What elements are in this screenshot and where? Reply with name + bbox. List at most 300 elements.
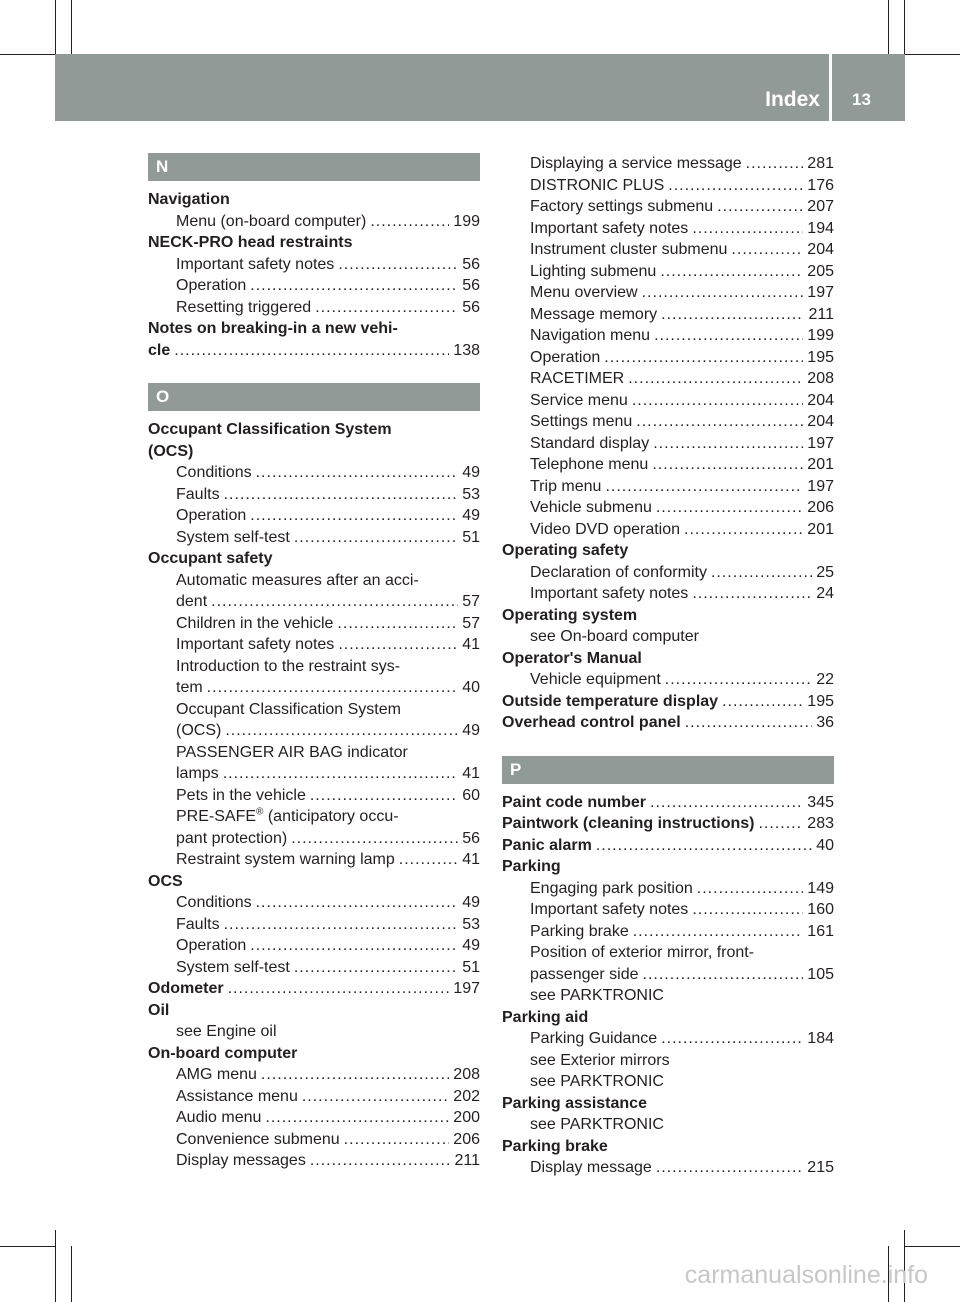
entry-label <box>530 519 680 541</box>
dot-leader <box>636 411 803 433</box>
page-reference[interactable]: 49 <box>462 937 480 954</box>
index-subentry <box>502 1071 834 1093</box>
entry-label <box>176 806 399 828</box>
page-reference[interactable]: 36 <box>816 714 834 731</box>
index-subentry <box>148 935 480 957</box>
entry-text: Display message <box>530 1159 652 1176</box>
entry-text: Instrument cluster submenu <box>530 241 728 258</box>
entry-label <box>176 914 220 936</box>
page-reference[interactable]: 197 <box>807 434 834 452</box>
entry-label <box>502 1136 608 1158</box>
index-subentry <box>502 282 834 304</box>
entry-text: Video DVD operation <box>530 520 681 538</box>
entry-label <box>176 570 419 592</box>
page-reference[interactable]: 105 <box>807 965 834 983</box>
entry-text: Parking assistance <box>502 1094 647 1112</box>
entry-label <box>530 304 657 326</box>
page-reference[interactable]: 204 <box>807 241 834 258</box>
entry-label <box>502 1007 588 1029</box>
page-reference[interactable]: 40 <box>462 679 480 696</box>
page-reference[interactable]: 197 <box>807 477 834 495</box>
entry-text: see On-board computer <box>530 628 699 645</box>
page-reference[interactable]: 49 <box>462 894 480 911</box>
entry-label <box>148 232 353 254</box>
index-subentry <box>148 1129 480 1151</box>
dot-leader <box>665 669 812 691</box>
page-reference[interactable]: 41 <box>462 851 480 868</box>
page-number: 13 <box>852 90 871 109</box>
index-entry <box>502 605 834 627</box>
dot-leader <box>661 304 804 326</box>
page-reference[interactable]: 56 <box>462 829 480 847</box>
index-subentry <box>148 957 480 979</box>
page-reference[interactable]: 56 <box>462 298 480 316</box>
index-subentry <box>148 763 480 785</box>
entry-label <box>148 1043 297 1065</box>
dot-leader <box>315 297 458 319</box>
entry-label <box>502 648 642 670</box>
page-reference[interactable]: 176 <box>807 176 834 194</box>
index-subentry <box>502 454 834 476</box>
dot-leader <box>632 390 803 412</box>
index-subentry <box>502 921 834 943</box>
dot-leader <box>291 828 458 850</box>
index-entry <box>502 1136 834 1158</box>
entry-label <box>530 1050 670 1072</box>
page-reference[interactable]: 204 <box>807 413 834 430</box>
dot-leader <box>746 153 804 175</box>
index-subentry <box>148 828 480 850</box>
entry-label <box>148 441 193 463</box>
dot-leader <box>223 763 459 785</box>
entry-label <box>502 712 681 734</box>
dot-leader <box>207 677 459 699</box>
index-entry <box>502 1007 834 1029</box>
entry-text: see Exterior mirrors <box>530 1051 670 1069</box>
page-reference[interactable]: 283 <box>807 815 834 832</box>
index-subentry <box>148 720 480 742</box>
page-reference[interactable]: 40 <box>816 836 834 854</box>
entry-label <box>176 527 290 549</box>
index-subentry <box>148 527 480 549</box>
dot-leader <box>661 1028 803 1050</box>
index-subentry <box>502 985 834 1007</box>
entry-label <box>530 454 648 476</box>
entry-label <box>176 849 395 871</box>
index-subentry <box>502 239 834 261</box>
entry-label <box>530 626 699 648</box>
entry-text: Operation <box>176 507 247 524</box>
page-reference[interactable]: 207 <box>807 198 834 215</box>
entry-text: Audio menu <box>176 1109 262 1126</box>
entry-text: Introduction to the restraint sys- <box>176 657 401 675</box>
dot-leader <box>642 282 804 304</box>
crop-mark <box>71 1246 72 1302</box>
dot-leader <box>310 1150 451 1172</box>
index-subentry <box>148 785 480 807</box>
index-entry <box>502 691 834 713</box>
entry-label <box>502 1093 647 1115</box>
entry-label <box>530 196 713 218</box>
entry-label <box>502 856 561 878</box>
index-subentry <box>148 1021 480 1043</box>
index-entry <box>148 189 480 211</box>
entry-label <box>176 935 246 957</box>
dot-leader <box>302 1086 449 1108</box>
entry-label <box>530 476 601 498</box>
entry-text: Engaging park position <box>530 879 693 897</box>
index-subentry <box>502 368 834 390</box>
index-subentry <box>502 153 834 175</box>
page-reference[interactable]: 22 <box>816 671 834 688</box>
page-reference[interactable]: 206 <box>807 499 834 516</box>
page-reference[interactable]: 24 <box>816 585 834 602</box>
dot-leader <box>310 785 458 807</box>
page-reference[interactable]: 41 <box>462 636 480 653</box>
entry-text: Important safety notes <box>176 636 335 653</box>
index-entry <box>502 540 834 562</box>
index-subentry <box>148 634 480 656</box>
entry-text: Panic alarm <box>502 836 592 854</box>
page-reference[interactable]: 53 <box>462 485 480 503</box>
entry-label <box>530 261 656 283</box>
entry-text-continued: (anticipatory occu- <box>263 808 399 825</box>
index-entry <box>148 978 480 1000</box>
entry-label <box>176 634 334 656</box>
index-column-left <box>148 153 480 1172</box>
dot-leader <box>692 899 803 921</box>
index-subentry <box>502 964 834 986</box>
entry-label <box>176 720 221 742</box>
entry-text: Occupant Classification System <box>176 700 401 718</box>
index-column-right <box>502 153 834 1179</box>
crop-mark <box>904 0 905 54</box>
entry-label <box>176 1086 298 1108</box>
page-reference[interactable]: 206 <box>453 1130 480 1148</box>
entry-text: see Engine oil <box>176 1023 277 1040</box>
entry-text: Message memory <box>530 305 658 323</box>
entry-label <box>176 211 366 233</box>
index-subentry <box>502 1114 834 1136</box>
entry-text: Display messages <box>176 1152 306 1169</box>
page-reference[interactable]: 199 <box>807 327 834 344</box>
entry-label <box>176 591 207 613</box>
crop-mark <box>905 54 960 55</box>
entry-text: Parking Guidance <box>530 1030 658 1047</box>
index-subentry <box>502 175 834 197</box>
entry-text: Navigation <box>148 191 230 208</box>
entry-label <box>176 1064 257 1086</box>
entry-text: (OCS) <box>176 722 222 739</box>
entry-label <box>176 677 203 699</box>
entry-text: Important safety notes <box>176 255 335 273</box>
entry-label <box>530 390 628 412</box>
entry-text: Position of exterior mirror, front- <box>530 944 755 961</box>
page-reference[interactable]: 195 <box>807 348 834 366</box>
entry-text: Occupant Classification System <box>148 421 392 438</box>
index-subentry <box>502 325 834 347</box>
index-entry <box>148 1000 480 1022</box>
index-subentry <box>148 914 480 936</box>
dot-leader <box>685 712 812 734</box>
entry-label <box>530 411 632 433</box>
entry-label <box>148 340 170 362</box>
entry-label <box>148 318 398 340</box>
entry-label <box>530 239 727 261</box>
page-reference[interactable]: 49 <box>462 464 480 481</box>
entry-text: Vehicle equipment <box>530 671 661 688</box>
page-reference[interactable]: 208 <box>453 1066 480 1083</box>
entry-label <box>176 613 333 635</box>
index-subentry <box>148 1150 480 1172</box>
entry-text: Standard display <box>530 434 650 452</box>
entry-text: Faults <box>176 485 220 503</box>
dot-leader <box>731 239 803 261</box>
entry-label <box>530 433 649 455</box>
entry-text: Operation <box>176 937 247 954</box>
index-subentry <box>148 254 480 276</box>
entry-text: Parking brake <box>530 922 629 940</box>
entry-label <box>530 985 664 1007</box>
dot-leader <box>261 1064 449 1086</box>
entry-label <box>530 218 688 240</box>
entry-label <box>148 871 183 893</box>
index-subentry <box>148 1064 480 1086</box>
entry-label <box>530 583 688 605</box>
page-reference[interactable]: 215 <box>807 1159 834 1176</box>
entry-label <box>502 835 592 857</box>
index-subentry <box>148 677 480 699</box>
crop-mark <box>0 54 55 55</box>
index-subentry <box>148 699 480 721</box>
entry-label <box>530 497 652 519</box>
index-entry <box>148 419 480 441</box>
page-reference[interactable]: 202 <box>453 1087 480 1105</box>
index-subentry <box>502 196 834 218</box>
entry-text: Outside temperature display <box>502 692 719 710</box>
dot-leader <box>643 964 804 986</box>
page-reference[interactable]: 211 <box>454 1152 480 1169</box>
index-entry <box>502 712 834 734</box>
dot-leader <box>650 792 803 814</box>
entry-text: Paint code number <box>502 793 647 811</box>
entry-text: dent <box>176 593 208 610</box>
entry-text: Restraint system warning lamp <box>176 851 395 868</box>
entry-text: Navigation menu <box>530 327 651 344</box>
page-reference[interactable]: 138 <box>453 341 480 359</box>
entry-text: Operation <box>530 348 601 366</box>
index-subentry <box>502 390 834 412</box>
index-entry <box>502 856 834 878</box>
dot-leader <box>174 340 449 362</box>
dot-leader <box>711 562 812 584</box>
entry-label <box>176 505 246 527</box>
page-reference[interactable]: 194 <box>807 219 834 237</box>
entry-text: Pets in the vehicle <box>176 786 306 804</box>
section-letter-header: P <box>502 756 834 784</box>
entry-label <box>530 368 624 390</box>
index-subentry <box>148 505 480 527</box>
entry-text: Convenience submenu <box>176 1130 340 1148</box>
entry-label <box>176 1150 306 1172</box>
entry-text: NECK-PRO head restraints <box>148 234 353 251</box>
dot-leader <box>652 454 803 476</box>
page-reference[interactable]: 49 <box>462 722 480 739</box>
dot-leader <box>717 196 803 218</box>
header-divider <box>829 54 832 121</box>
crop-mark <box>905 1246 960 1247</box>
index-subentry <box>148 591 480 613</box>
page-reference[interactable]: 56 <box>462 255 480 273</box>
entry-label <box>530 1114 664 1136</box>
entry-label <box>502 540 628 562</box>
page-reference[interactable]: 205 <box>807 262 834 280</box>
dot-leader <box>224 914 459 936</box>
section-letter-header: O <box>148 383 480 411</box>
dot-leader <box>399 849 458 871</box>
index-subentry <box>148 297 480 319</box>
index-entry <box>148 441 480 463</box>
entry-label <box>176 828 287 850</box>
page-reference[interactable]: 41 <box>462 765 480 782</box>
index-entry <box>502 835 834 857</box>
entry-text: Parking <box>502 858 561 875</box>
entry-text: pant protection) <box>176 829 288 847</box>
entry-label <box>502 605 637 627</box>
entry-text: OCS <box>148 872 183 890</box>
entry-label <box>502 691 718 713</box>
index-subentry <box>502 942 834 964</box>
index-subentry <box>502 476 834 498</box>
page-reference[interactable]: 211 <box>808 305 834 323</box>
index-subentry <box>502 218 834 240</box>
entry-text: PRE-SAFE <box>176 808 257 825</box>
entry-text: Odometer <box>148 980 224 997</box>
page-reference[interactable]: 204 <box>807 391 834 409</box>
entry-text: Oil <box>148 1001 170 1019</box>
entry-label <box>176 699 401 721</box>
dot-leader <box>758 813 803 835</box>
entry-label <box>176 785 306 807</box>
page-reference[interactable]: 51 <box>462 528 480 546</box>
entry-text: Lighting submenu <box>530 262 657 280</box>
entry-text: Declaration of conformity <box>530 563 707 581</box>
dot-leader <box>256 462 459 484</box>
page-reference[interactable]: 56 <box>462 277 480 294</box>
entry-label <box>176 462 252 484</box>
entry-label <box>176 1129 340 1151</box>
index-entry <box>148 1043 480 1065</box>
index-entry <box>502 1093 834 1115</box>
entry-text: (OCS) <box>148 442 194 460</box>
entry-label <box>530 1071 664 1093</box>
page-reference[interactable]: 345 <box>807 793 834 811</box>
page-reference[interactable]: 197 <box>453 980 480 997</box>
page-reference[interactable]: 49 <box>462 507 480 524</box>
dot-leader <box>344 1129 450 1151</box>
entry-label <box>530 942 754 964</box>
page-reference[interactable]: 199 <box>453 212 480 230</box>
page-reference[interactable]: 57 <box>462 614 480 632</box>
page-reference[interactable]: 149 <box>807 879 834 897</box>
index-subentry <box>148 570 480 592</box>
dot-leader <box>692 218 803 240</box>
dot-leader <box>692 583 812 605</box>
entry-text: Menu overview <box>530 284 638 301</box>
entry-text: PASSENGER AIR BAG indicator <box>176 743 408 761</box>
page-reference[interactable]: 51 <box>462 958 480 976</box>
page-reference[interactable]: 53 <box>462 915 480 933</box>
page-reference[interactable]: 201 <box>807 456 834 473</box>
page-reference[interactable]: 195 <box>807 692 834 710</box>
entry-label <box>530 1028 657 1050</box>
index-subentry <box>502 626 834 648</box>
page-reference[interactable]: 201 <box>807 520 834 538</box>
dot-leader <box>337 613 458 635</box>
dot-leader <box>722 691 803 713</box>
index-subentry <box>148 275 480 297</box>
dot-leader <box>596 835 812 857</box>
index-subentry <box>502 1028 834 1050</box>
dot-leader <box>697 878 804 900</box>
page-reference[interactable]: 57 <box>462 593 480 610</box>
entry-text: Automatic measures after an acci- <box>176 571 419 589</box>
index-subentry <box>502 669 834 691</box>
dot-leader <box>605 476 803 498</box>
entry-label <box>530 878 693 900</box>
page-reference[interactable]: 184 <box>807 1030 834 1047</box>
crop-mark <box>888 0 889 54</box>
page-reference[interactable]: 161 <box>807 922 834 940</box>
entry-text: lamps <box>176 765 219 782</box>
page-reference[interactable]: 200 <box>453 1109 480 1126</box>
entry-label <box>530 282 638 304</box>
dot-leader <box>656 497 803 519</box>
page-reference[interactable]: 25 <box>816 563 834 581</box>
page-reference[interactable]: 197 <box>807 284 834 301</box>
page-reference[interactable]: 208 <box>807 370 834 387</box>
entry-label <box>176 275 246 297</box>
entry-text: Important safety notes <box>530 901 689 918</box>
entry-text: Notes on breaking-in a new vehi- <box>148 320 398 337</box>
page-reference[interactable]: 60 <box>462 786 480 804</box>
page-reference[interactable]: 281 <box>807 155 834 172</box>
dot-leader <box>654 325 803 347</box>
entry-text: Overhead control panel <box>502 714 681 731</box>
index-subentry <box>502 878 834 900</box>
index-subentry <box>502 497 834 519</box>
crop-mark <box>55 1230 56 1302</box>
dot-leader <box>653 433 803 455</box>
dot-leader <box>211 591 458 613</box>
entry-label <box>176 742 408 764</box>
entry-label <box>530 175 664 197</box>
entry-label <box>176 656 400 678</box>
entry-text: Settings menu <box>530 413 633 430</box>
crop-mark <box>71 0 72 54</box>
entry-label <box>530 325 650 347</box>
index-subentry <box>502 1050 834 1072</box>
entry-text: DISTRONIC PLUS <box>530 176 665 194</box>
index-subentry <box>502 304 834 326</box>
entry-label <box>530 153 742 175</box>
crop-mark <box>55 0 56 54</box>
entry-text: Assistance menu <box>176 1087 298 1105</box>
index-subentry <box>148 613 480 635</box>
index-subentry <box>148 849 480 871</box>
page-reference[interactable]: 160 <box>807 901 834 918</box>
index-subentry <box>148 806 480 828</box>
